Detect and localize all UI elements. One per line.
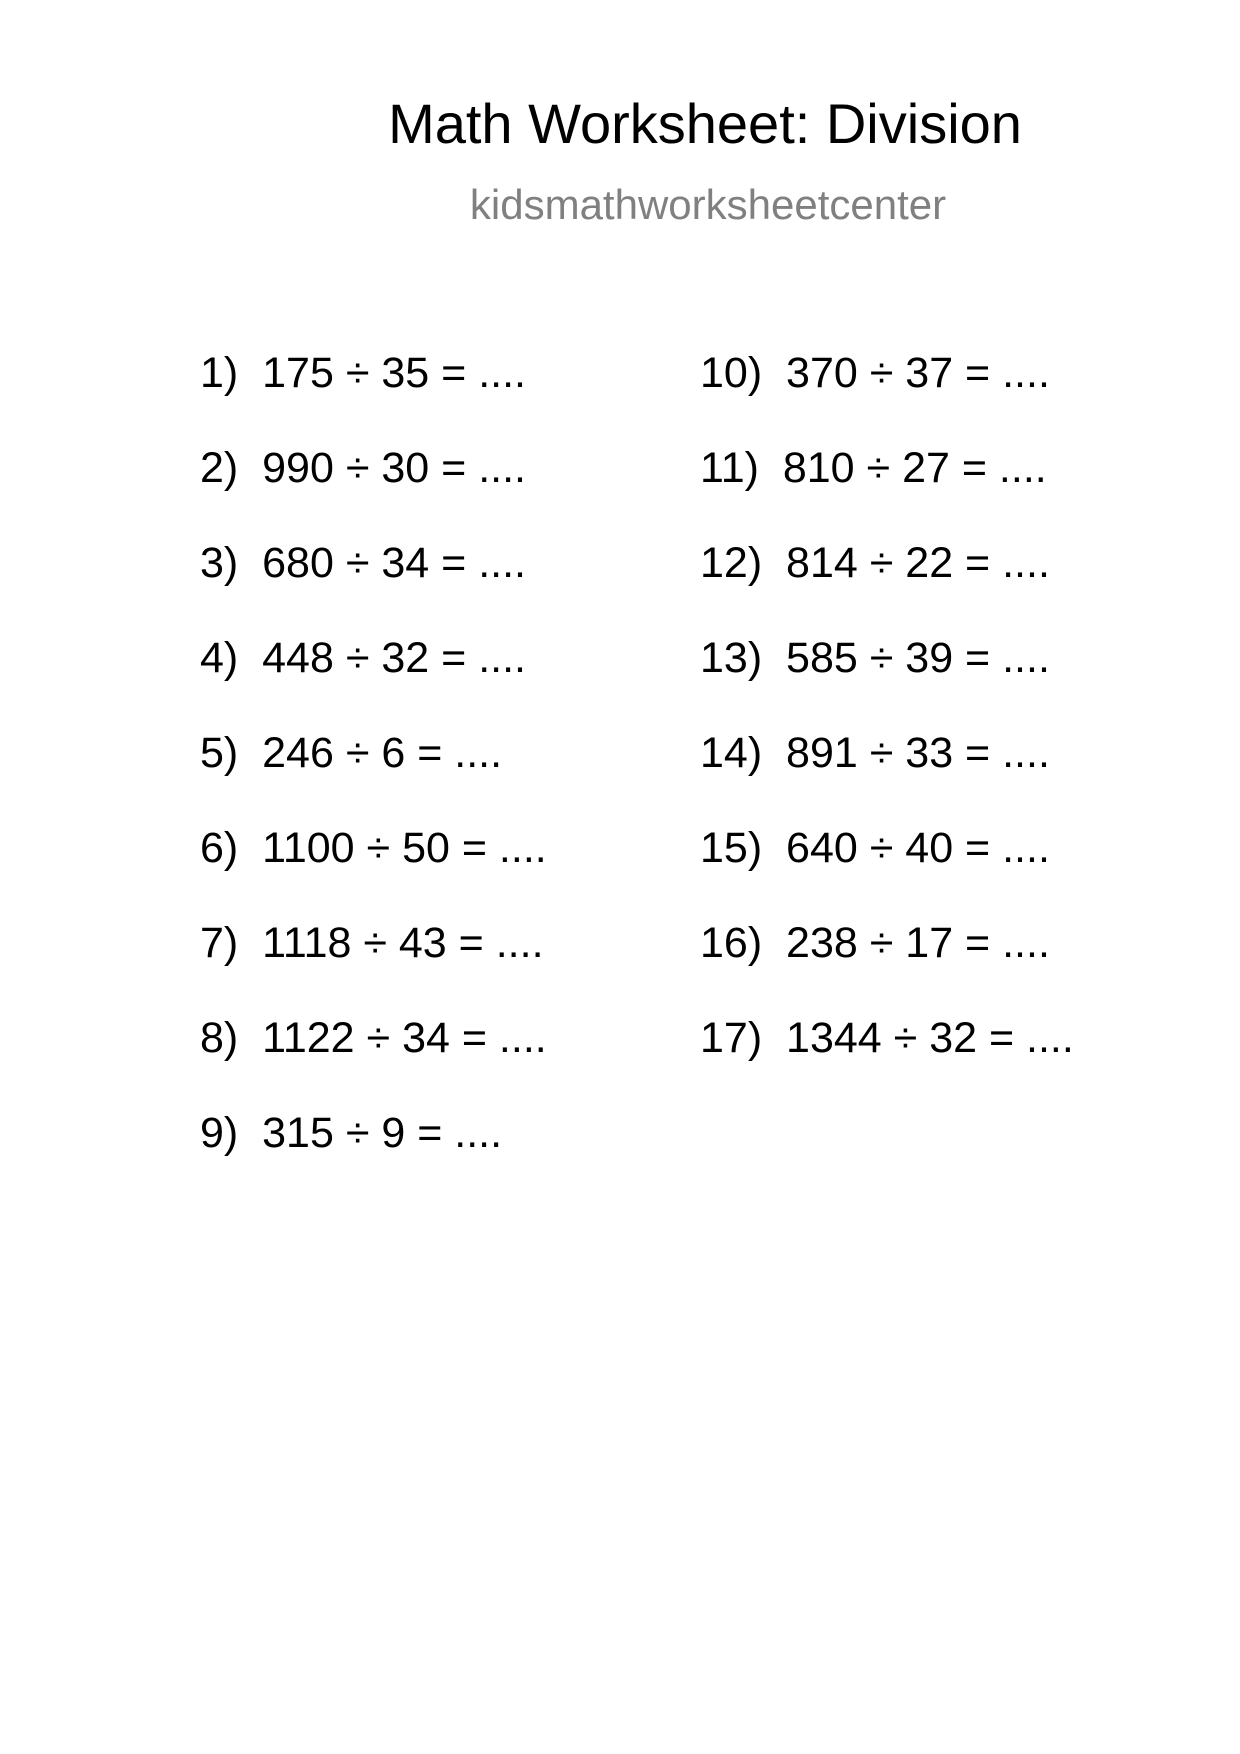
problem-9: 9) 315 ÷ 9 = .... [200, 1109, 503, 1157]
problems-column-left [200, 349, 547, 1207]
problems-column-right [700, 349, 1074, 1112]
problem-2: 2) 990 ÷ 30 = .... [200, 444, 526, 492]
problem-17: 17) 1344 ÷ 32 = .... [700, 1014, 1074, 1062]
problem-5: 5) 246 ÷ 6 = .... [200, 729, 503, 777]
problem-1: 1) 175 ÷ 35 = .... [200, 349, 526, 397]
problem-15: 15) 640 ÷ 40 = .... [700, 824, 1050, 872]
problem-11: 11) 810 ÷ 27 = .... [700, 444, 1047, 492]
problem-16: 16) 238 ÷ 17 = .... [700, 919, 1050, 967]
problem-13: 13) 585 ÷ 39 = .... [700, 634, 1050, 682]
problem-14: 14) 891 ÷ 33 = .... [700, 729, 1050, 777]
problem-12: 12) 814 ÷ 22 = .... [700, 539, 1050, 587]
problem-10: 10) 370 ÷ 37 = .... [700, 349, 1050, 397]
worksheet-title: Math Worksheet: Division [388, 92, 1022, 155]
problem-8: 8) 1122 ÷ 34 = .... [200, 1014, 547, 1062]
problem-3: 3) 680 ÷ 34 = .... [200, 539, 526, 587]
problem-6: 6) 1100 ÷ 50 = .... [200, 824, 547, 872]
worksheet-subtitle: kidsmathworksheetcenter [469, 181, 947, 228]
problem-7: 7) 1118 ÷ 43 = .... [200, 919, 544, 967]
problem-4: 4) 448 ÷ 32 = .... [200, 634, 526, 682]
